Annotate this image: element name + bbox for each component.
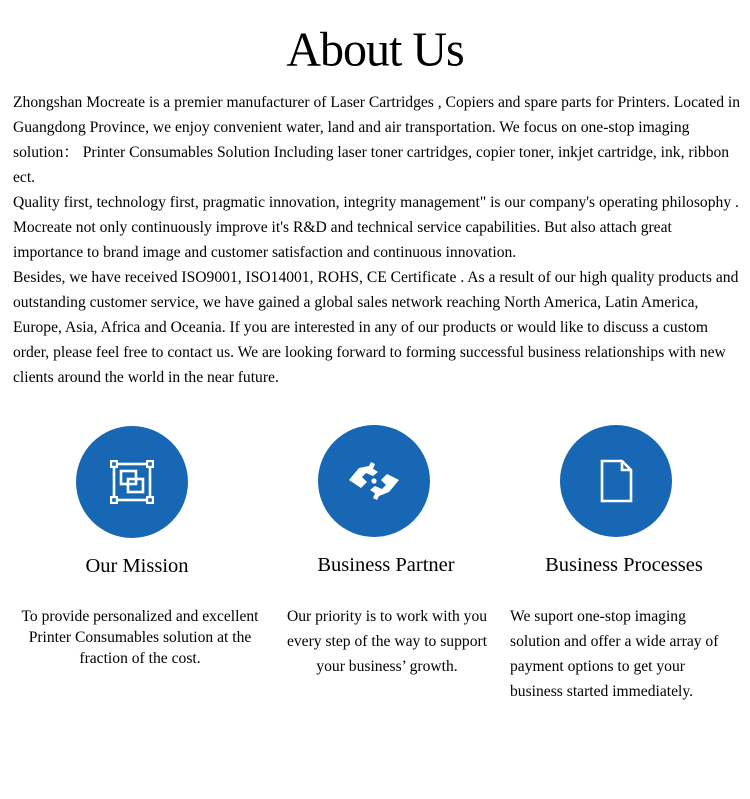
document-icon	[596, 458, 636, 504]
feature-description: To provide personalized and excellent Printer Consumables solution at the fraction of the cost.	[21, 608, 259, 667]
intro-paragraph: Zhongshan Mocreate is a premier manufacturer of Laser Cartridges , Copiers and spare parts for Printers. Located in Guangdong Province, we enjoy convenient water, land and air transportation. We focus on one-stop imaging solution： Printer Consumables Solution Including laser toner cartridges, copier toner, inkjet cartridge, ink, ribbon ect.	[13, 94, 741, 186]
partner-icon-circle	[318, 425, 430, 537]
mission-frame-icon	[106, 456, 158, 508]
handshake-icon	[345, 458, 403, 504]
feature-title: Business Processes	[545, 554, 703, 576]
intro-paragraph: Besides, we have received ISO9001, ISO14001, ROHS, CE Certificate . As a result of our high quality products and outstanding customer service, we have gained a global sales network reaching North America, Latin America, Europe, Asia, Africa and Oceania. If you are interested in any of our products or would like to discuss a custom order, please feel free to contact us. We are looking forward to forming successful business relationships with new clients around the world in the near future.	[13, 269, 739, 386]
feature-description: Our priority is to work with you every step of the way to support your business’ growth.	[286, 608, 488, 675]
intro-text	[13, 90, 745, 390]
feature-title: Business Partner	[317, 554, 455, 576]
feature-title: Our Mission	[85, 555, 189, 577]
intro-paragraph: Quality first, technology first, pragmatic innovation, integrity management" is our company's operating philosophy . Mocreate not only continuously improve it's R&D and technical service capabilities. But also attach great importance to brand image and customer satisfaction and continuous innovation.	[13, 194, 739, 261]
processes-icon-circle	[560, 425, 672, 537]
page-title: About Us	[286, 22, 464, 77]
mission-icon-circle	[76, 426, 188, 538]
feature-description: We suport one-stop imaging solution and offer a wide array of payment options to get your business started immediately.	[510, 608, 719, 700]
